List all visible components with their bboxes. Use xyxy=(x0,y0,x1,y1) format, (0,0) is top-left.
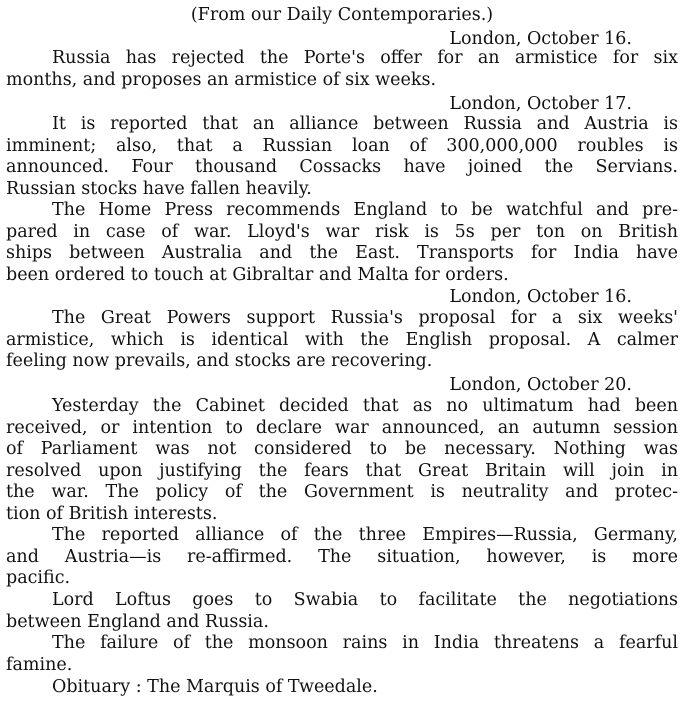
text-line: of Parliament was not considered to be necessary. Nothing was xyxy=(6,439,678,459)
text-line: Lord Loftus goes to Swabia to facilitate the negotiations xyxy=(52,590,678,610)
text-line: Yesterday the Cabinet decided that as no ultimatum had been xyxy=(52,396,678,416)
text-line: and Austria—is re-affirmed. The situation, however, is more xyxy=(6,546,678,567)
text-line: pared in case of war. Lloyd's war risk is 5s per ton on British xyxy=(6,221,678,242)
dateline: London, October 17. xyxy=(449,94,632,114)
news-paragraph xyxy=(6,200,678,286)
text-line: the war. The policy of the Government is neutrality and protec- xyxy=(6,482,678,502)
news-paragraph xyxy=(6,590,678,633)
text-line: been ordered to touch at Gibraltar and Malta for orders. xyxy=(6,264,509,285)
text-line: between England and Russia. xyxy=(6,611,269,632)
text-line: Russian stocks have fallen heavily. xyxy=(6,178,312,199)
text-line: pacific. xyxy=(6,568,71,588)
text-line: tion of British interests. xyxy=(6,503,218,524)
text-line: It is reported that an alliance between Russia and Austria is xyxy=(52,114,678,134)
text-line: imminent; also, that a Russian loan of 300,000,000 roubles is xyxy=(6,135,678,156)
text-line: Obituary : The Marquis of Tweedale. xyxy=(52,677,378,697)
news-paragraph xyxy=(6,396,678,525)
text-line: famine. xyxy=(6,654,73,675)
dateline: London, October 16. xyxy=(449,29,632,49)
text-line: months, and proposes an armistice of six weeks. xyxy=(6,69,437,90)
text-line: received, or intention to declare war announced, an autumn session xyxy=(6,417,678,438)
news-paragraph xyxy=(6,633,678,676)
dateline: London, October 16. xyxy=(449,287,632,307)
source-heading: (From our Daily Contemporaries.) xyxy=(190,5,494,25)
news-paragraph xyxy=(6,677,678,699)
dateline: London, October 20. xyxy=(449,375,632,395)
text-line: resolved upon justifying the fears that Great Britain will join in xyxy=(6,460,678,481)
text-line: Russia has rejected the Porte's offer for an armistice for six xyxy=(52,48,678,68)
text-line: ships between Australia and the East. Transports for India have xyxy=(6,243,678,263)
text-line: The failure of the monsoon rains in India threatens a fearful xyxy=(52,633,678,653)
text-line: feeling now prevails, and stocks are recovering. xyxy=(6,351,433,371)
text-line: announced. Four thousand Cossacks have joined the Servians. xyxy=(6,157,678,177)
text-line: The reported alliance of the three Empires—Russia, Germany, xyxy=(52,525,678,545)
news-paragraph xyxy=(6,48,678,91)
news-paragraph xyxy=(6,308,678,373)
news-paragraph xyxy=(6,114,678,200)
text-line: armistice, which is identical with the English proposal. A calmer xyxy=(6,329,678,350)
news-paragraph xyxy=(6,525,678,590)
text-line: The Home Press recommends England to be watchful and pre- xyxy=(52,200,678,220)
text-line: The Great Powers support Russia's proposal for a six weeks' xyxy=(52,308,678,328)
